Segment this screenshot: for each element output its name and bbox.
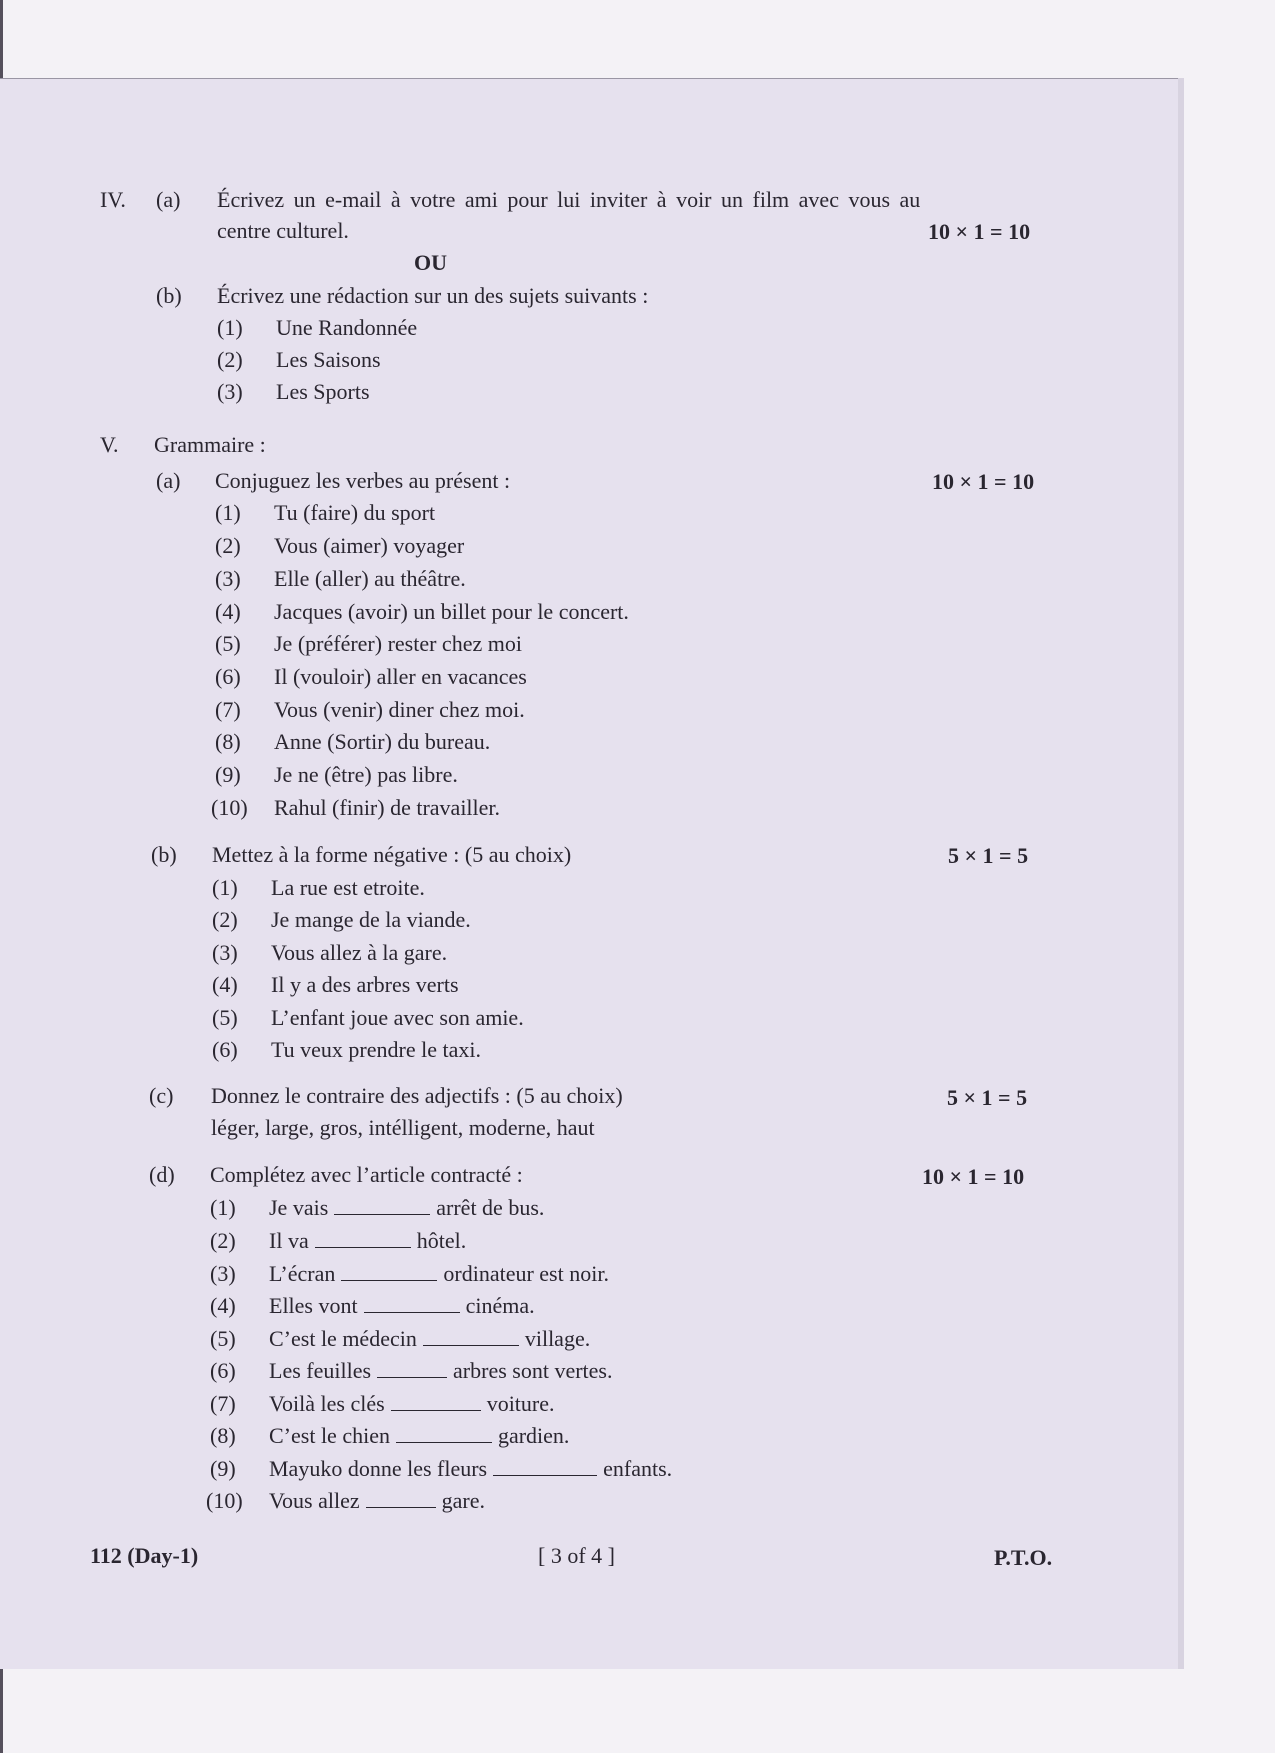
fill-blank-item	[269, 1487, 485, 1515]
item-text: Tu (faire) du sport	[274, 500, 436, 525]
question-text: centre culturel.	[217, 218, 349, 243]
item-number: (1)	[217, 315, 243, 340]
item-pre: Elles vont	[269, 1293, 358, 1318]
item-pre: L’écran	[269, 1261, 336, 1286]
marks: 5 × 1 = 5	[948, 843, 1029, 868]
item-text: L’enfant joue avec son amie.	[271, 1005, 524, 1030]
item-text: Vous (aimer) voyager	[274, 533, 465, 558]
section-title: Grammaire :	[154, 432, 266, 457]
pto-label: P.T.O.	[994, 1545, 1053, 1570]
item-number: (6)	[212, 1037, 238, 1062]
item-number: (1)	[212, 875, 238, 900]
item-text: Les Sports	[276, 379, 370, 404]
item-number: (9)	[210, 1456, 236, 1481]
item-number: (3)	[210, 1261, 236, 1286]
page-number: [ 3 of 4 ]	[538, 1543, 615, 1568]
item-number: (6)	[215, 664, 241, 689]
item-text: Vous allez à la gare.	[271, 940, 448, 965]
item-number: (8)	[210, 1423, 236, 1448]
marks: 5 × 1 = 5	[947, 1085, 1028, 1110]
or-separator: OU	[414, 250, 447, 275]
question-number: V.	[100, 432, 119, 457]
item-text: Elle (aller) au théâtre.	[274, 566, 466, 591]
item-number: (3)	[212, 940, 238, 965]
question-text: Conjuguez les verbes au présent :	[215, 468, 511, 493]
item-pre: Mayuko donne les fleurs	[269, 1456, 488, 1481]
item-pre: Les feuilles	[269, 1358, 372, 1383]
item-text: Les Saisons	[276, 347, 381, 372]
item-text: Jacques (avoir) un billet pour le concert.	[274, 599, 629, 624]
item-number: (1)	[215, 500, 241, 525]
scan-edge	[0, 0, 3, 80]
item-text: Je mange de la viande.	[271, 907, 471, 932]
item-pre: C’est le chien	[269, 1423, 390, 1448]
item-number: (4)	[210, 1293, 236, 1318]
item-post: enfants.	[603, 1456, 673, 1481]
item-number: (5)	[210, 1326, 236, 1351]
fill-blank-item	[269, 1325, 590, 1353]
scan-edge	[0, 1665, 3, 1753]
item-number: (2)	[217, 347, 243, 372]
subquestion-label: (b)	[156, 283, 182, 308]
item-post: voiture.	[486, 1391, 555, 1416]
fill-blank-item	[269, 1357, 612, 1385]
marks: 10 × 1 = 10	[928, 219, 1031, 244]
item-post: cinéma.	[465, 1293, 535, 1318]
item-number: (4)	[215, 599, 241, 624]
item-number: (2)	[212, 907, 238, 932]
answer-blank[interactable]	[493, 1457, 597, 1476]
fill-blank-item	[269, 1455, 672, 1483]
question-number: IV.	[100, 187, 126, 212]
answer-blank[interactable]	[341, 1262, 437, 1281]
item-post: gare.	[441, 1488, 485, 1513]
item-pre: Je vais	[269, 1195, 329, 1220]
item-number: (10)	[206, 1488, 243, 1513]
question-text: Écrivez un e-mail à votre ami pour lui inviter à voir un film avec vous au	[217, 187, 921, 212]
marks: 10 × 1 = 10	[922, 1164, 1025, 1189]
item-pre: Voilà les clés	[269, 1391, 385, 1416]
answer-blank[interactable]	[334, 1196, 430, 1215]
subquestion-label: (a)	[156, 187, 181, 212]
exam-page	[0, 78, 1178, 1669]
item-post: arbres sont vertes.	[453, 1358, 613, 1383]
item-text: Anne (Sortir) du bureau.	[274, 729, 491, 754]
item-text: Il y a des arbres verts	[271, 972, 459, 997]
subquestion-label: (a)	[156, 468, 181, 493]
question-text: Complétez avec l’article contracté :	[210, 1162, 523, 1187]
answer-blank[interactable]	[366, 1489, 436, 1508]
item-post: arrêt de bus.	[436, 1195, 545, 1220]
item-number: (9)	[215, 762, 241, 787]
item-post: gardien.	[497, 1423, 570, 1448]
fill-blank-item	[269, 1194, 544, 1222]
item-text: Une Randonnée	[276, 315, 418, 340]
item-post: village.	[524, 1326, 591, 1351]
answer-blank[interactable]	[315, 1229, 411, 1248]
question-text: Écrivez une rédaction sur un des sujets suivants :	[217, 283, 649, 308]
paper-code: 112 (Day-1)	[90, 1543, 199, 1568]
fill-blank-item	[269, 1422, 569, 1450]
question-text: Mettez à la forme négative : (5 au choix)	[212, 842, 572, 867]
item-number: (2)	[210, 1228, 236, 1253]
answer-blank[interactable]	[364, 1294, 460, 1313]
question-text: Donnez le contraire des adjectifs : (5 au choix)	[211, 1083, 623, 1108]
item-number: (1)	[210, 1195, 236, 1220]
item-number: (5)	[215, 631, 241, 656]
item-text: Rahul (finir) de travailler.	[274, 795, 501, 820]
subquestion-label: (b)	[151, 842, 177, 867]
item-post: hôtel.	[416, 1228, 467, 1253]
item-number: (3)	[215, 566, 241, 591]
item-text: Vous (venir) diner chez moi.	[274, 697, 525, 722]
answer-blank[interactable]	[391, 1392, 481, 1411]
item-number: (8)	[215, 729, 241, 754]
subquestion-label: (d)	[149, 1162, 175, 1187]
item-text: Je (préférer) rester chez moi	[274, 631, 522, 656]
item-pre: Il va	[269, 1228, 309, 1253]
item-number: (6)	[210, 1358, 236, 1383]
adjective-list: léger, large, gros, intélligent, moderne, haut	[211, 1115, 595, 1140]
item-pre: C’est le médecin	[269, 1326, 417, 1351]
fill-blank-item	[269, 1227, 466, 1255]
item-number: (4)	[212, 972, 238, 997]
answer-blank[interactable]	[423, 1327, 519, 1346]
subquestion-label: (c)	[149, 1083, 174, 1108]
item-number: (10)	[211, 795, 248, 820]
item-number: (7)	[215, 697, 241, 722]
item-post: ordinateur est noir.	[443, 1261, 609, 1286]
item-number: (2)	[215, 533, 241, 558]
item-number: (7)	[210, 1391, 236, 1416]
fill-blank-item	[269, 1292, 535, 1320]
item-text: La rue est etroite.	[271, 875, 425, 900]
fill-blank-item	[269, 1260, 609, 1288]
item-text: Tu veux prendre le taxi.	[271, 1037, 481, 1062]
answer-blank[interactable]	[396, 1424, 492, 1443]
marks: 10 × 1 = 10	[932, 469, 1035, 494]
item-pre: Vous allez	[269, 1488, 360, 1513]
item-number: (3)	[217, 379, 243, 404]
item-number: (5)	[212, 1005, 238, 1030]
item-text: Je ne (être) pas libre.	[274, 762, 458, 787]
item-text: Il (vouloir) aller en vacances	[274, 664, 527, 689]
fill-blank-item	[269, 1390, 555, 1418]
answer-blank[interactable]	[377, 1359, 447, 1378]
